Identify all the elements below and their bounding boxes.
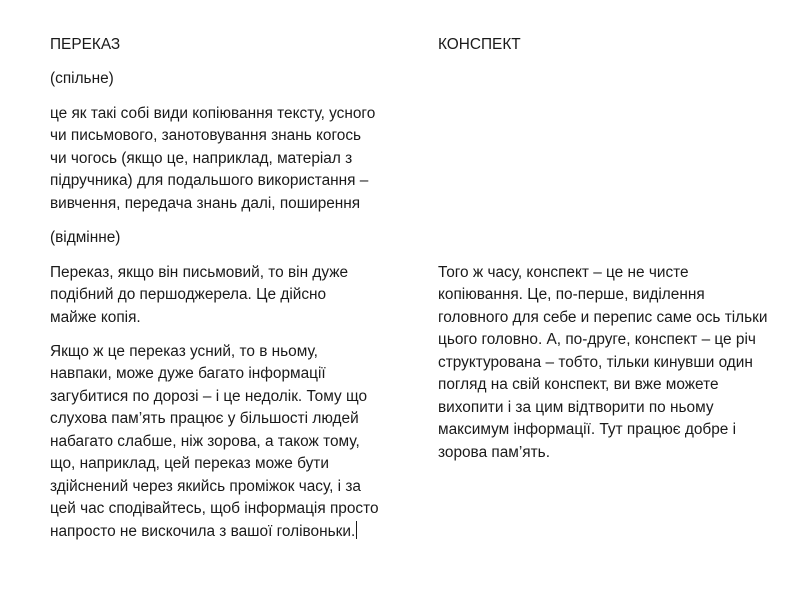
paragraph-line: Того ж часу, конспект – це не чисте	[438, 264, 689, 281]
paragraph-line: вихопити і за цим відтворити по ньому	[438, 399, 714, 416]
text-cursor	[356, 521, 357, 539]
paragraph-line: головного для себе и перепис саме ось тільки	[438, 309, 768, 326]
paragraph-line: погляд на свій конспект, ви вже можете	[438, 376, 719, 393]
paragraph-line: слухова пам’ять працює у більшості людей	[50, 410, 359, 427]
paragraph-last-line[interactable]	[50, 521, 357, 543]
paragraph-line: Переказ, якщо він письмовий, то він дуже	[50, 264, 349, 281]
paragraph-line: максимум інформації. Тут працює добре і	[438, 421, 737, 438]
common-line: підручника) для подальшого використання –	[50, 172, 369, 189]
paragraph-line: Якщо ж це переказ усний, то в ньому,	[50, 343, 318, 360]
paragraph-line: копіювання. Це, по-перше, виділення	[438, 286, 705, 303]
paragraph-line: цього головно. А, по-друге, конспект – це річ	[438, 331, 756, 348]
common-label: (спільне)	[50, 70, 114, 87]
paragraph-line: майже копія.	[50, 309, 141, 326]
paragraph-line: набагато слабше, ніж зорова, а також тому,	[50, 433, 360, 450]
difference-label: (відмінне)	[50, 229, 121, 246]
common-line: чи письмового, занотовування знань когось	[50, 127, 362, 144]
common-line: це як такі собі види копіювання тексту, усного	[50, 105, 376, 122]
paragraph-line: здійснений через якийсь проміжок часу, і за	[50, 478, 361, 495]
paragraph-line: структурована – тобто, тільки кинувши один	[438, 354, 753, 371]
paragraph-line: подібний до першоджерела. Це дійсно	[50, 286, 327, 303]
left-heading: ПЕРЕКАЗ	[50, 36, 121, 53]
paragraph-line: зорова пам’ять.	[438, 444, 550, 461]
paragraph-line: навпаки, може дуже багато інформації	[50, 365, 326, 382]
common-line: вивчення, передача знань далі, поширення	[50, 195, 361, 212]
paragraph-line: загубитися по дорозі – і це недолік. Тому що	[50, 388, 368, 405]
paragraph-line: цей час сподівайтесь, щоб інформація просто	[50, 500, 379, 517]
paragraph-line: що, наприклад, цей переказ може бути	[50, 455, 329, 472]
common-line: чи чогось (якщо це, наприклад, матеріал з	[50, 150, 353, 167]
paragraph-line-text: напросто не вискочила з вашої голівоньки.	[50, 523, 356, 540]
right-heading: КОНСПЕКТ	[438, 36, 521, 53]
